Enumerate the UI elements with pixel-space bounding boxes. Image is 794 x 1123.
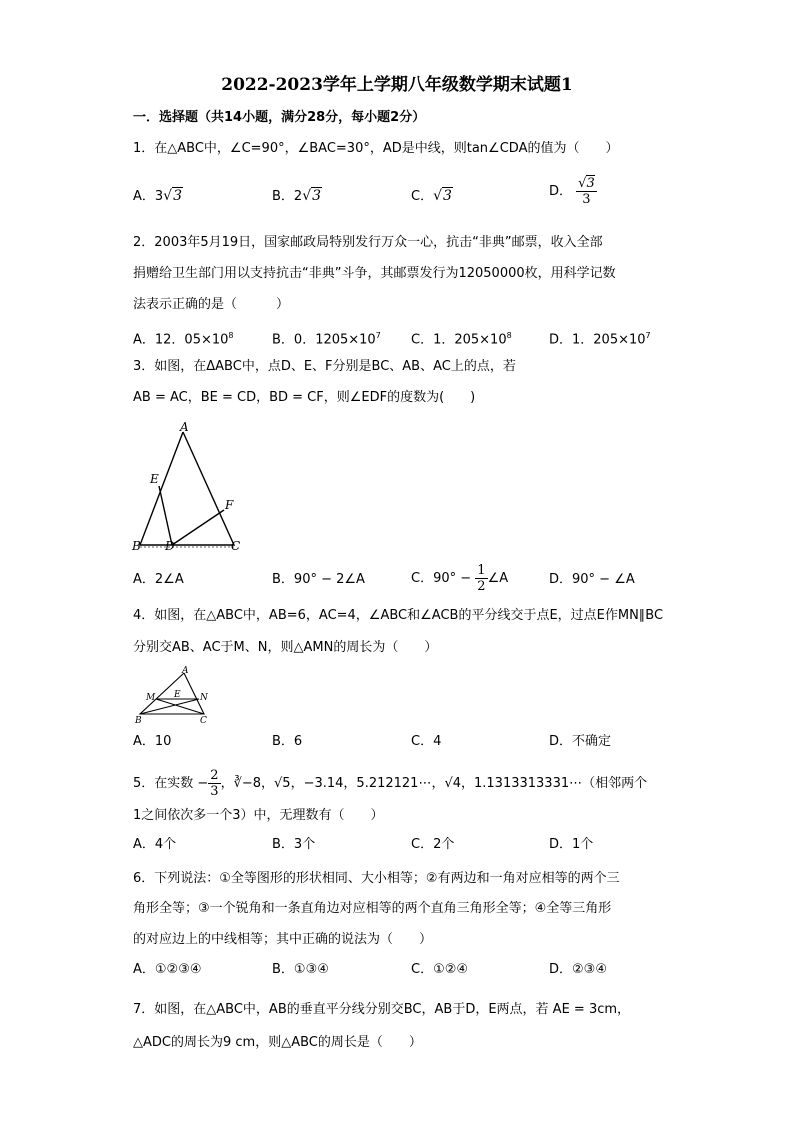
q3-option-a: A．2∠A [133, 572, 184, 587]
q3-line-1: 3．如图，在ΔABC中，点D、E、F分别是BC、AB、AC上的点，若 [133, 359, 516, 374]
exam-title: 2022-2023学年上学期八年级数学期末试题1 [221, 75, 573, 95]
q6-line-3: 的对应边上的中线相等；其中正确的说法为（ ） [133, 932, 433, 947]
q6-option-d: D．②③④ [549, 962, 607, 977]
q3-option-d: D．90° − ∠A [549, 572, 635, 587]
q5-option-c: C．2个 [411, 837, 455, 852]
q3-label-a: A [180, 420, 189, 434]
q1-option-c: C．√3 [411, 188, 452, 204]
q2-option-c: C．1．$205\times 10^8$ [411, 331, 512, 348]
q6-option-c: C．①②④ [411, 962, 469, 977]
q2-line-2: 捐赠给卫生部门用以支持抗击“非典”斗争，其邮票发行为12050000枚，用科学记数 [133, 266, 616, 281]
q4-label-c: C [200, 716, 207, 726]
q6-option-b: B．①③④ [272, 962, 329, 977]
q3-triangle-figure [130, 420, 250, 560]
q3-label-d: D [165, 539, 175, 553]
q5-line-2: 1之间依次多一个3）中，无理数有（ ） [133, 808, 384, 823]
q4-label-n: N [200, 693, 208, 703]
q4-triangle-figure [130, 664, 220, 726]
q1-option-d: D． $\frac{√3}{3}$ [549, 176, 595, 207]
q4-option-a: A．10 [133, 734, 172, 749]
q2-line-1: 2．2003年5月19日，国家邮政局特别发行万众一心，抗击“非典”邮票，收入全部 [133, 235, 603, 250]
section-heading: 一．选择题（共14小题，满分28分，每小题2分） [133, 110, 426, 125]
q1-stem: 1．在△ABC中，∠C=90°，∠BAC=30°，AD是中线，则tan∠CDA的值为（ ） [133, 141, 619, 156]
q4-label-a: A [182, 666, 189, 676]
q2-line-3: 法表示正确的是（ ） [133, 297, 290, 312]
q1-option-a: A．3√3 [133, 188, 183, 204]
q2-option-d: D．1．$205\times 10^7$ [549, 331, 651, 348]
q3-label-b: B [132, 539, 141, 553]
q5-option-b: B．3个 [272, 837, 316, 852]
q4-line-2: 分别交AB、AC于M、N，则△AMN的周长为（ ） [133, 640, 438, 655]
q7-line-1: 7．如图，在△ABC中，AB的垂直平分线分别交BC，AB于D，E两点，若 AE = 3cm， [133, 1002, 631, 1017]
q4-label-b: B [135, 716, 142, 726]
q4-label-m: M [146, 693, 156, 703]
q5-line-1: 5．在实数 − $\frac{2}{3}$ ，∛−8，√5，−3.14，5.212121⋯，√4，1.1313313331⋯（相邻两个 [133, 768, 648, 799]
q7-line-2: △ADC的周长为9 cm，则△ABC的周长是（ ） [133, 1035, 422, 1050]
q6-line-1: 6．下列说法：①全等图形的形状相同、大小相等；②有两边和一角对应相等的两个三 [133, 871, 620, 886]
q4-option-d: D．不确定 [549, 734, 612, 749]
q5-option-d: D．1个 [549, 837, 594, 852]
q1-option-b: B．2√3 [272, 188, 322, 204]
q4-label-e: E [174, 690, 181, 700]
q6-option-a: A．①②③④ [133, 962, 202, 977]
q4-option-b: B．6 [272, 734, 303, 749]
q4-line-1: 4．如图，在△ABC中，AB=6，AC=4，∠ABC和∠ACB的平分线交于点E，过点E作MN∥BC [133, 608, 664, 623]
q3-option-c: C．90° − $\frac{1}{2}$ ∠A [411, 563, 509, 594]
q3-line-2: AB = AC，BE = CD，BD = CF，则∠EDF的度数为( ) [133, 390, 476, 405]
q4-option-c: C．4 [411, 734, 442, 749]
q2-option-a: A．12．$05\times 10^8$ [133, 331, 234, 348]
q3-label-e: E [150, 472, 159, 486]
q2-option-b: B．0．$1205\times 10^7$ [272, 331, 381, 348]
q6-line-2: 角形全等；③一个锐角和一条直角边对应相等的两个直角三角形全等；④全等三角形 [133, 901, 612, 916]
q3-label-c: C [231, 539, 241, 553]
q3-option-b: B．90° − 2∠A [272, 572, 365, 587]
q3-label-f: F [225, 498, 234, 512]
q5-option-a: A．4个 [133, 837, 177, 852]
